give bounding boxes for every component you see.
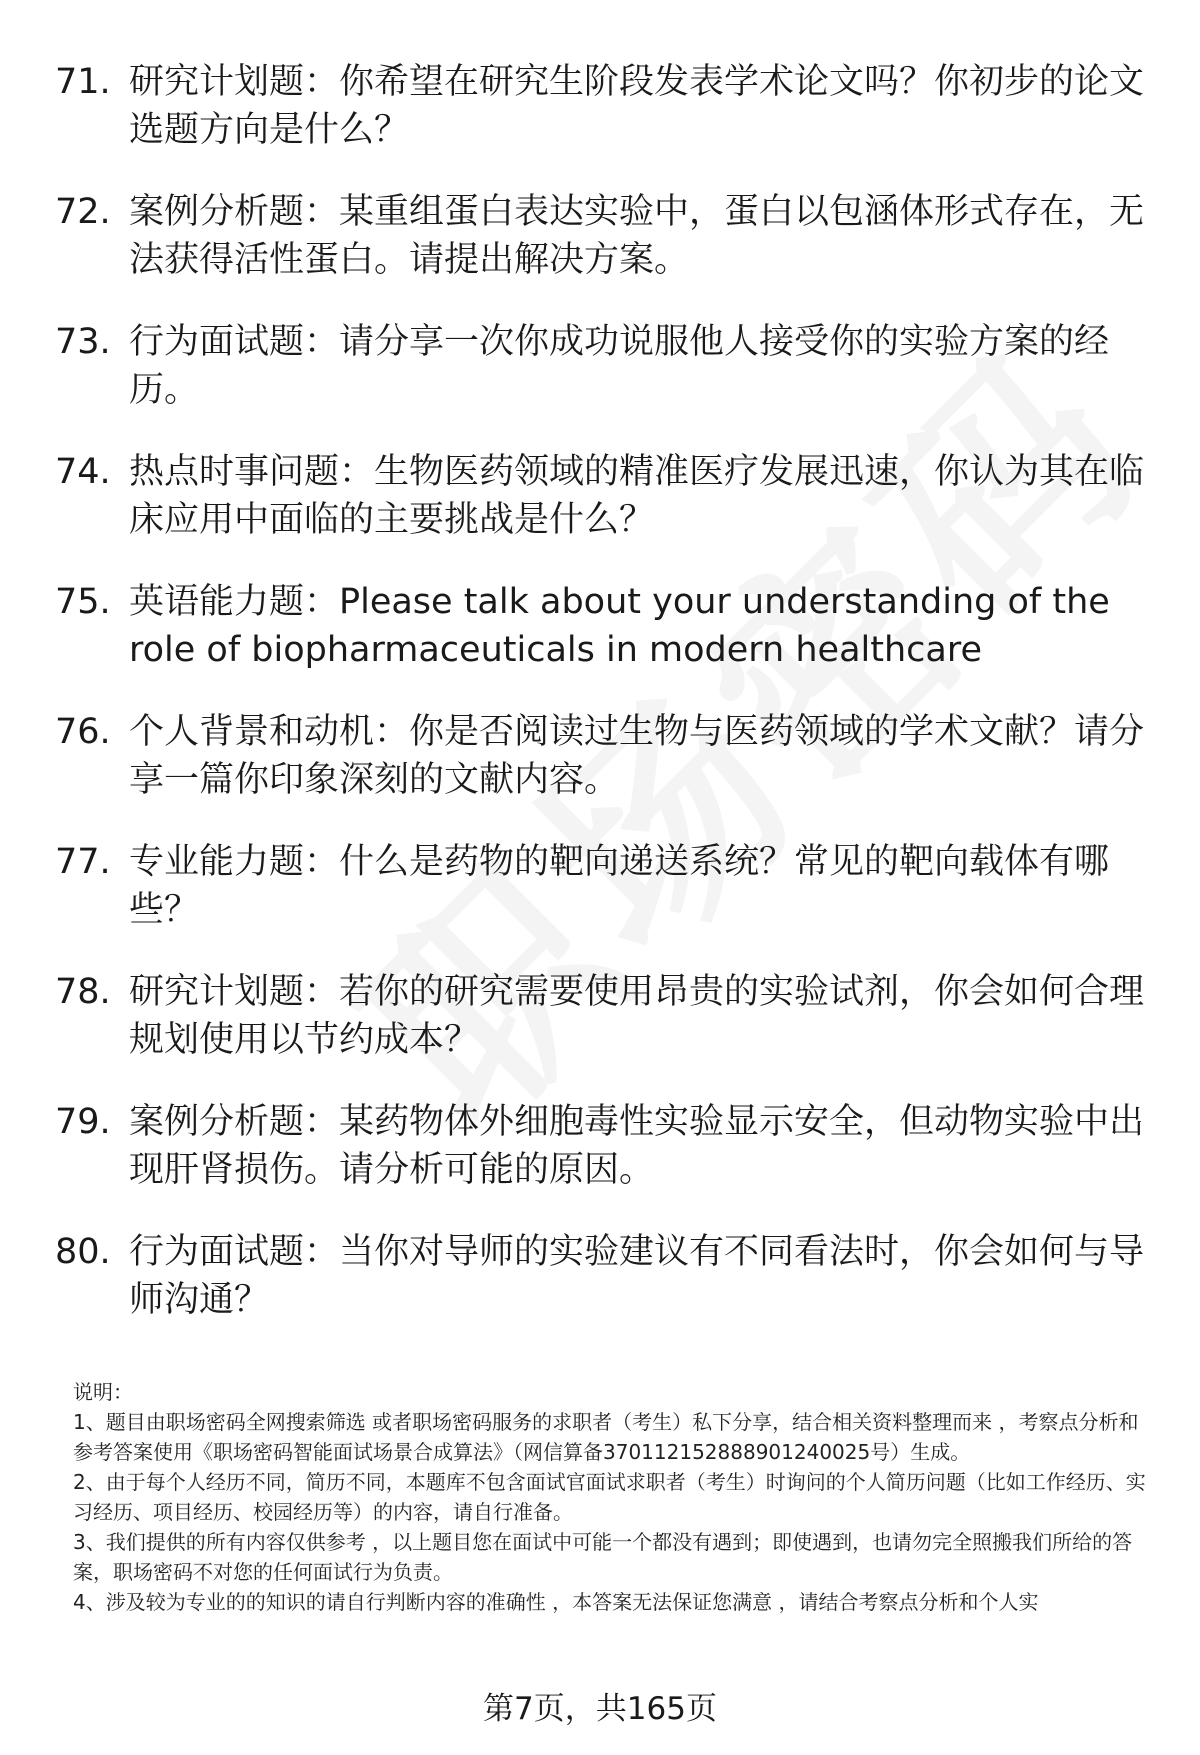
question-number: 76. — [55, 712, 111, 752]
question-text: 研究计划题：你希望在研究生阶段发表学术论文吗？你初步的论文选题方向是什么？ — [129, 62, 1145, 150]
note-item: 4、涉及较为专业的的知识的请自行判断内容的准确性 ，本答案无法保证您满意 ，请结合考察点分析和个人实 — [73, 1590, 1039, 1614]
question-item — [55, 838, 1155, 934]
question-number: 73. — [55, 322, 111, 362]
question-number: 78. — [55, 972, 111, 1012]
question-number: 74. — [55, 452, 111, 492]
question-text: 热点时事问题：生物医药领域的精准医疗发展迅速，你认为其在临床应用中面临的主要挑战是什么？ — [129, 452, 1145, 540]
question-list — [55, 58, 1155, 1358]
question-text: 案例分析题：某药物体外细胞毒性实验显示安全，但动物实验中出现肝肾损伤。请分析可能的原因。 — [129, 1102, 1145, 1190]
note-item: 3、我们提供的所有内容仅供参考 ，以上题目您在面试中可能一个都没有遇到；即使遇到，也请勿完全照搬我们所给的答案，职场密码不对您的任何面试行为负责。 — [73, 1530, 1133, 1584]
question-number: 71. — [55, 62, 111, 102]
question-item — [55, 968, 1155, 1064]
question-text: 专业能力题：什么是药物的靶向递送系统？常见的靶向载体有哪些？ — [129, 842, 1110, 930]
question-text: 行为面试题：当你对导师的实验建议有不同看法时，你会如何与导师沟通？ — [129, 1232, 1145, 1320]
notes-section — [73, 1377, 1153, 1617]
question-text: 案例分析题：某重组蛋白表达实验中，蛋白以包涵体形式存在，无法获得活性蛋白。请提出解决方案。 — [129, 192, 1145, 280]
question-item — [55, 58, 1155, 154]
question-item — [55, 708, 1155, 804]
question-number: 72. — [55, 192, 111, 232]
question-number: 75. — [55, 582, 111, 622]
notes-title: 说明： — [73, 1380, 133, 1404]
question-text: 英语能力题：Please talk about your understanding of the role of biopharmaceuticals in modern healthcare — [129, 582, 1110, 670]
question-item — [55, 188, 1155, 284]
question-item — [55, 448, 1155, 544]
question-item — [55, 318, 1155, 414]
note-item: 2、由于每个人经历不同，简历不同，本题库不包含面试官面试求职者（考生）时询问的个人简历问题（比如工作经历、实习经历、项目经历、校园经历等）的内容，请自行准备。 — [73, 1470, 1146, 1524]
question-number: 77. — [55, 842, 111, 882]
question-item — [55, 1098, 1155, 1194]
question-item — [55, 1228, 1155, 1324]
question-text: 行为面试题：请分享一次你成功说服他人接受你的实验方案的经历。 — [129, 322, 1110, 410]
question-text: 研究计划题：若你的研究需要使用昂贵的实验试剂，你会如何合理规划使用以节约成本？ — [129, 972, 1145, 1060]
question-item — [55, 578, 1155, 674]
note-item: 1、题目由职场密码全网搜索筛选 或者职场密码服务的求职者（考生）私下分享，结合相关资料整理而来 ，考察点分析和参考答案使用《职场密码智能面试场景合成算法》（网信算备370112152888901240025号）生成。 — [73, 1410, 1139, 1464]
question-number: 79. — [55, 1102, 111, 1142]
page-footer: 第7页，共165页 — [483, 1691, 717, 1727]
question-number: 80. — [55, 1232, 111, 1272]
question-text: 个人背景和动机：你是否阅读过生物与医药领域的学术文献？请分享一篇你印象深刻的文献内容。 — [129, 712, 1145, 800]
